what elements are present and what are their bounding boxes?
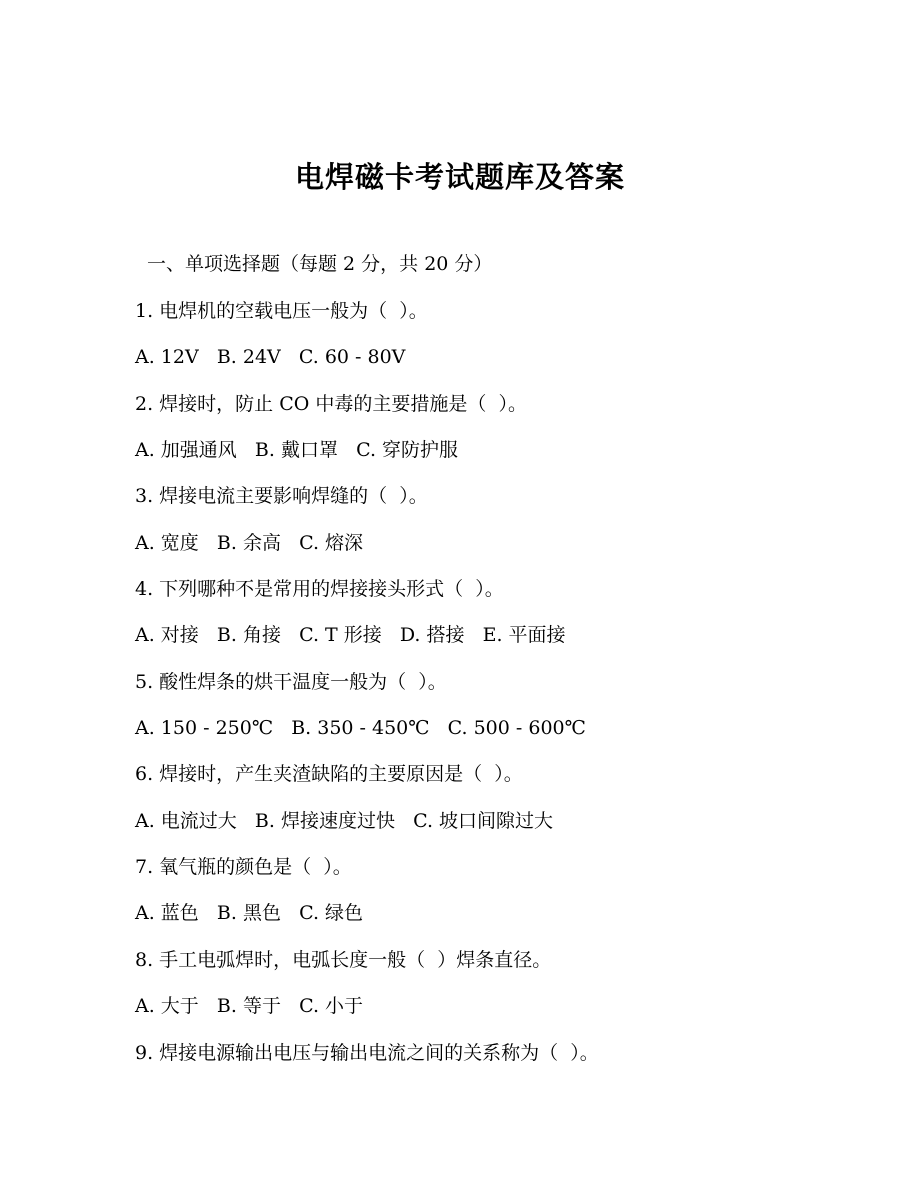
question-6-options: A. 电流过大 B. 焊接速度过快 C. 坡口间隙过大 [135,810,554,832]
question-5-stem: 5. 酸性焊条的烘干温度一般为（ ）。 [135,671,447,693]
question-8-stem: 8. 手工电弧焊时，电弧长度一般（ ）焊条直径。 [135,949,552,971]
question-7-options: A. 蓝色 B. 黑色 C. 绿色 [135,902,364,924]
question-2-stem: 2. 焊接时，防止 CO 中毒的主要措施是（ ）。 [135,393,527,415]
question-1-stem: 1. 电焊机的空载电压一般为（ ）。 [135,300,428,322]
question-4-options: A. 对接 B. 角接 C. T 形接 D. 搭接 E. 平面接 [135,624,566,646]
question-1-options: A. 12V B. 24V C. 60 - 80V [135,346,406,368]
question-6-stem: 6. 焊接时，产生夹渣缺陷的主要原因是（ ）。 [135,763,523,785]
question-3-stem: 3. 焊接电流主要影响焊缝的（ ）。 [135,485,428,507]
document-title: 电焊磁卡考试题库及答案 [294,160,625,194]
question-5-options: A. 150 - 250℃ B. 350 - 450℃ C. 500 - 600℃ [135,717,586,739]
question-8-options: A. 大于 B. 等于 C. 小于 [135,995,364,1017]
question-4-stem: 4. 下列哪种不是常用的焊接接头形式（ ）。 [135,578,504,600]
question-7-stem: 7. 氧气瓶的颜色是（ ）。 [135,856,352,878]
question-9-stem: 9. 焊接电源输出电压与输出电流之间的关系称为（ ）。 [135,1042,599,1064]
question-2-options: A. 加强通风 B. 戴口罩 C. 穿防护服 [135,439,459,461]
question-3-options: A. 宽度 B. 余高 C. 熔深 [135,532,364,554]
section-heading: 一、单项选择题（每题 2 分，共 20 分） [147,253,493,275]
